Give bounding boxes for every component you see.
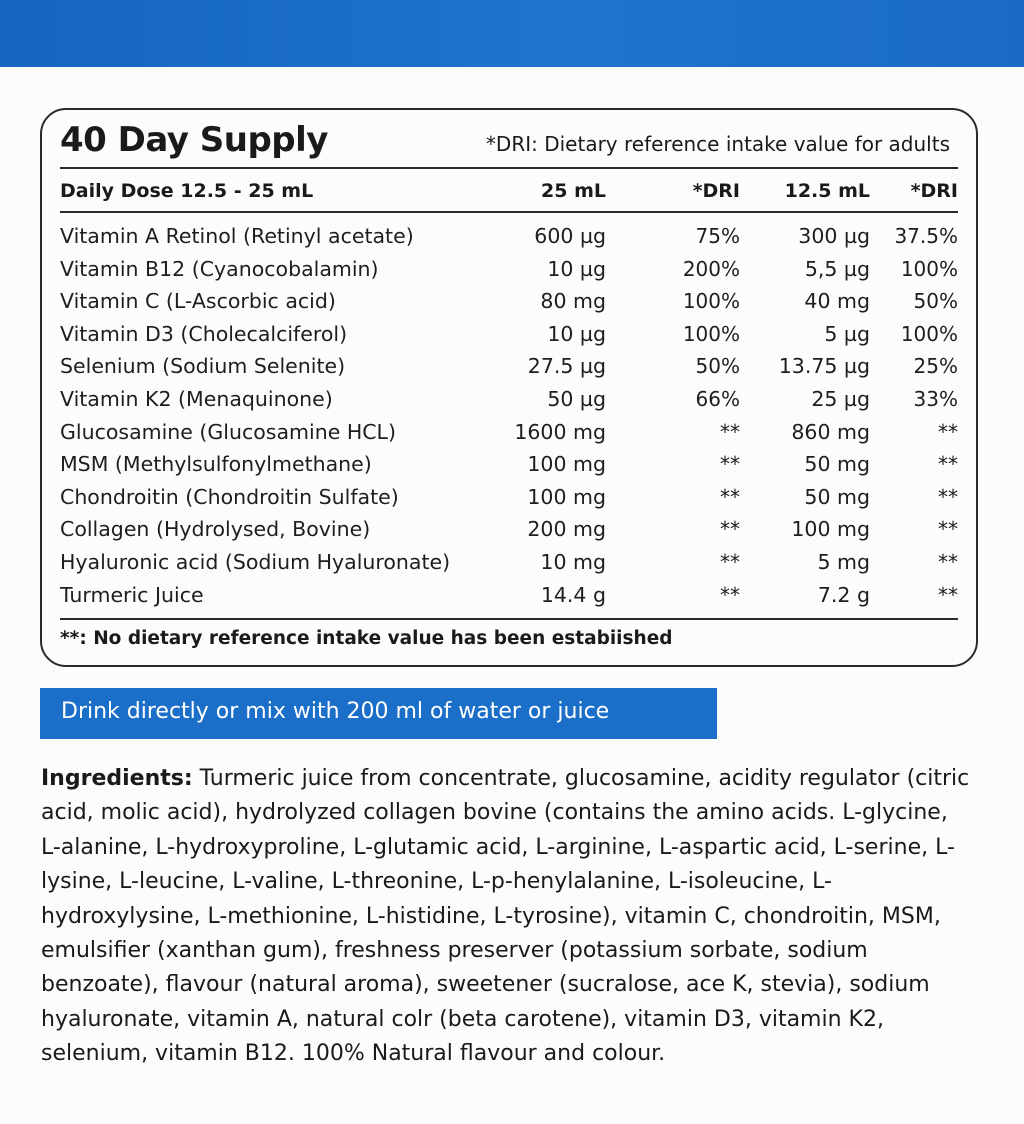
nutrient-name: Vitamin B12 (Cyanocobalamin) <box>60 256 379 281</box>
dose-25ml: 10 mg <box>540 550 606 574</box>
dri-note: *DRI: Dietary reference intake value for adults <box>485 132 950 156</box>
dri-12-5ml: 50% <box>913 289 958 314</box>
column-header-dri-25ml: *DRI <box>692 180 740 202</box>
dose-12-5ml: 860 mg <box>791 419 870 444</box>
dri-25ml: ** <box>720 452 740 477</box>
dose-25ml: 27.5 µg <box>527 354 606 379</box>
dose-25ml: 10 µg <box>547 321 606 346</box>
table-row <box>42 352 976 384</box>
dri-25ml: ** <box>720 550 740 574</box>
nutrient-name: MSM (Methylsulfonylmethane) <box>60 452 372 477</box>
dri-12-5ml: 37.5% <box>894 224 958 248</box>
dose-12-5ml: 50 mg <box>804 484 870 509</box>
table-row <box>42 320 976 352</box>
header-bar <box>0 0 1024 67</box>
ingredients-list: Turmeric juice from concentrate, glucosamine, acidity regulator (citric acid, molic acid), hydrolyzed collagen bovine (contains the amino acids. L-glycine, L-alanine, L-hydroxyproline, L-glutamic acid, L-arginine, L-aspartic acid, L-serine, L-lysine, L-leucine, L-valine, L-threonine, L-p-henylalanine, L-isoleucine, L-hydroxylysine, L-methionine, L-histidine, L-tyrosine), vitamin C, chondroitin, MSM, emulsifier (xanthan gum), freshness preserver (potassium sorbate, sodium benzoate), flavour (natural aroma), sweetener (sucralose, ace K, stevia), sodium hyaluronate, vitamin A, natural colr (beta carotene), vitamin D3, vitamin K2, selenium, vitamin B12. 100% Natural flavour and colour. <box>41 766 970 1067</box>
usage-banner-text: Drink directly or mix with 200 ml of water or juice <box>61 699 610 724</box>
dri-12-5ml: ** <box>938 550 958 574</box>
dri-25ml: ** <box>720 419 740 444</box>
dose-12-5ml: 7.2 g <box>817 582 870 607</box>
dose-12-5ml: 5 mg <box>817 550 870 574</box>
dri-12-5ml: 100% <box>900 321 958 346</box>
dose-12-5ml: 100 mg <box>791 517 870 542</box>
table-row <box>42 287 976 319</box>
dose-25ml: 200 mg <box>527 517 606 542</box>
nutrient-name: Glucosamine (Glucosamine HCL) <box>60 419 396 444</box>
dri-12-5ml: ** <box>938 452 958 477</box>
dose-25ml: 100 mg <box>527 452 606 477</box>
usage-banner <box>40 688 717 739</box>
column-header-25ml: 25 mL <box>541 180 606 202</box>
dose-12-5ml: 40 mg <box>804 289 870 314</box>
dri-12-5ml: 25% <box>913 354 958 379</box>
divider <box>60 211 958 213</box>
dri-25ml: ** <box>720 582 740 607</box>
nutrient-name: Chondroitin (Chondroitin Sulfate) <box>60 484 399 509</box>
supplement-facts-panel <box>40 108 978 667</box>
nutrient-name: Turmeric Juice <box>60 582 204 607</box>
table-row <box>42 450 976 482</box>
nutrient-name: Vitamin A Retinol (Retinyl acetate) <box>60 224 414 248</box>
dose-25ml: 1600 mg <box>514 419 606 444</box>
nutrient-name: Collagen (Hydrolysed, Bovine) <box>60 517 371 542</box>
table-row <box>42 255 976 287</box>
dri-12-5ml: 33% <box>913 387 958 411</box>
column-header-dri-12-5ml: *DRI <box>910 180 958 202</box>
table-row <box>42 418 976 450</box>
ingredients-label: Ingredients: <box>41 766 193 791</box>
nutrient-name: Selenium (Sodium Selenite) <box>60 354 346 379</box>
dri-25ml: 66% <box>695 387 740 411</box>
dose-25ml: 14.4 g <box>540 582 606 607</box>
dose-25ml: 80 mg <box>540 289 606 314</box>
column-header-12-5ml: 12.5 mL <box>784 180 870 202</box>
table-row <box>42 483 976 515</box>
dri-25ml: 75% <box>695 224 740 248</box>
dri-25ml: 100% <box>682 321 740 346</box>
dri-25ml: ** <box>720 484 740 509</box>
dose-25ml: 10 µg <box>547 256 606 281</box>
divider <box>60 618 958 620</box>
dri-25ml: 200% <box>682 256 740 281</box>
dri-25ml: ** <box>720 517 740 542</box>
dri-12-5ml: ** <box>938 582 958 607</box>
ingredients-text <box>41 762 971 1072</box>
table-row <box>42 222 976 254</box>
table-row <box>42 385 976 417</box>
column-header-daily-dose: Daily Dose 12.5 - 25 mL <box>60 180 314 202</box>
nutrient-name: Vitamin D3 (Cholecalciferol) <box>60 321 348 346</box>
footnote: **: No dietary reference intake value has been estabiished <box>60 628 673 649</box>
dose-25ml: 50 µg <box>547 387 606 411</box>
dose-25ml: 100 mg <box>527 484 606 509</box>
dri-12-5ml: 100% <box>900 256 958 281</box>
dri-12-5ml: ** <box>938 419 958 444</box>
table-row <box>42 581 976 613</box>
nutrient-name: Hyaluronic acid (Sodium Hyaluronate) <box>60 550 451 574</box>
nutrient-name: Vitamin K2 (Menaquinone) <box>60 387 333 411</box>
dose-25ml: 600 µg <box>534 224 606 248</box>
dose-12-5ml: 50 mg <box>804 452 870 477</box>
dri-12-5ml: ** <box>938 517 958 542</box>
dose-12-5ml: 13.75 µg <box>778 354 870 379</box>
table-row <box>42 515 976 547</box>
table-row <box>42 548 976 580</box>
dose-12-5ml: 300 µg <box>798 224 870 248</box>
dri-25ml: 50% <box>695 354 740 379</box>
dose-12-5ml: 25 µg <box>811 387 870 411</box>
divider <box>60 167 958 169</box>
nutrient-name: Vitamin C (L-Ascorbic acid) <box>60 289 336 314</box>
dri-12-5ml: ** <box>938 484 958 509</box>
dose-12-5ml: 5,5 µg <box>804 256 870 281</box>
dose-12-5ml: 5 µg <box>824 321 870 346</box>
dri-25ml: 100% <box>682 289 740 314</box>
panel-title: 40 Day Supply <box>60 120 328 160</box>
